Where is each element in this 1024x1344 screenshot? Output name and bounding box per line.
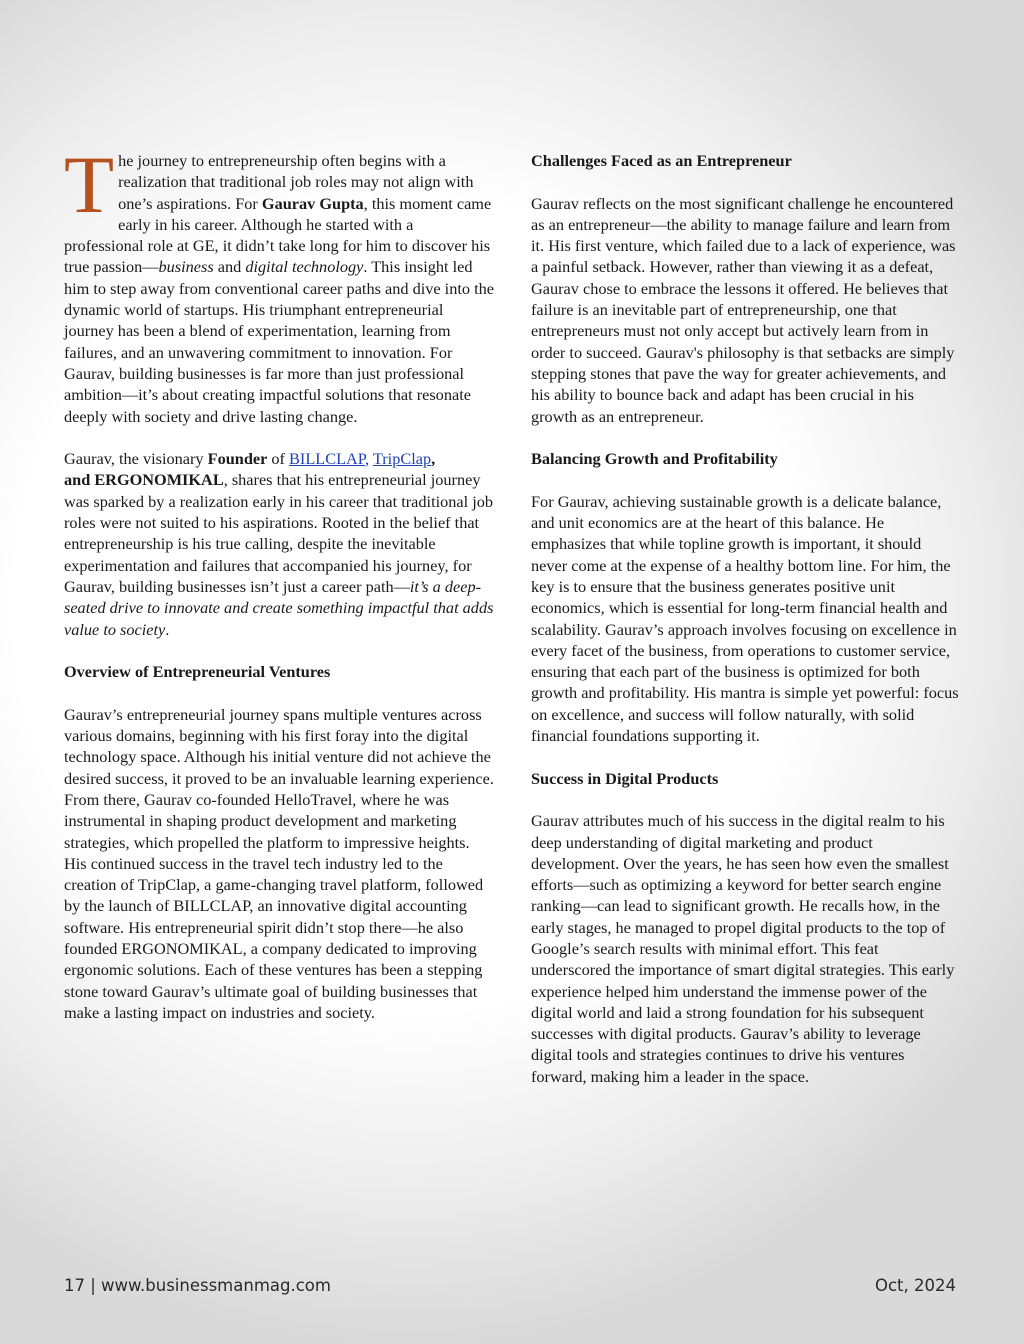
billclap-link[interactable]: BILLCLAP (289, 449, 366, 469)
person-name: Gaurav Gupta (261, 193, 364, 213)
of-text: of (267, 449, 290, 469)
founder-quote: it’s a deep-seated drive to innovate and create something impactful that adds value to society (64, 576, 494, 639)
conjunction-text: and (213, 257, 246, 277)
company-comma: , (431, 449, 436, 469)
ergonomikal-name: and ERGONOMIKAL (64, 470, 224, 490)
intro-paragraph (64, 139, 494, 427)
right-column (531, 150, 961, 1108)
founder-paragraph (64, 448, 494, 640)
ventures-paragraph: Gaurav’s entrepreneurial journey spans multiple ventures across various domains, beginning with his first foray into the digital technology space. Although his initial venture did not achieve the desired success, it proved to be an invaluable learning experience. From there, Gaurav co-founded HelloTravel, where he was instrumental in shaping product development and marketing strategies, which propelled the platform to impressive heights. His continued success in the travel tech industry led to the creation of TripClap, a game-changing travel platform, followed by the launch of BILLCLAP, an innovative digital accounting software. His entrepreneurial spirit didn’t stop there—he also founded ERGONOMIKAL, a company dedicated to improving ergonomic solutions. Each of these ventures has been a stepping stone toward Gaurav’s ultimate goal of building businesses that make a lasting impact on industries and society. (64, 704, 494, 1022)
billclap-link-comma[interactable]: , (365, 449, 370, 469)
founder-label: Founder (207, 449, 268, 469)
challenges-paragraph: Gaurav reflects on the most significant challenge he encountered as an entrepreneur—the ability to manage failure and learn from it. His first venture, which failed due to a lack of experience, was a painful setback. However, rather than viewing it as a defeat, Gaurav chose to embrace the lessons it offered. He believes that failure is an inevitable part of entrepreneurship, one that entrepreneurs must not only accept but actively learn from in order to succeed. Gaurav's philosophy is that setbacks are simply stepping stones that pave the way for greater achievements, and his ability to bounce back and adapt has been crucial in his growth as an entrepreneur. (531, 193, 956, 426)
section-heading-challenges: Challenges Faced as an Entrepreneur (531, 151, 792, 170)
tripclap-link[interactable]: TripClap (372, 449, 432, 469)
digital-paragraph: Gaurav attributes much of his success in the digital realm to his deep understanding of digital marketing and product development. Over the years, he has seen how even the smallest efforts—such as optimizing a keyword for better search engine ranking—can lead to significant growth. He recalls how, in the early stages, he managed to propel digital products to the top of Google’s search results with minimal effort. This feat underscored the importance of smart digital strategies. This early experience helped him understand the immense power of the digital world and laid a strong foundation for his subsequent successes with digital products. Gaurav’s ability to leverage digital tools and strategies continues to drive his ventures forward, making him a leader in the space. (531, 811, 955, 1086)
section-heading-ventures: Overview of Entrepreneurial Ventures (64, 662, 331, 682)
growth-paragraph: For Gaurav, achieving sustainable growth is a delicate balance, and unit economics are at the heart of this balance. He emphasizes that while topline growth is important, it should never come at the expense of a healthy bottom line. For him, the key is to ensure that the business generates positive unit economics, which is essential for long-term financial health and scalability. Gaurav’s approach involves focusing on excellence in every facet of the business, from operations to customer service, ensuring that each part of the business is optimized for both growth and profitability. His mantra is simple yet powerful: focus on excellence, and success will follow naturally, with solid financial foundations supporting it. (531, 491, 959, 746)
period-text: . (165, 619, 170, 639)
emphasis-digital: digital technology (245, 257, 364, 277)
left-column (64, 139, 494, 1044)
footer-page-url: 17 | www.businessmanmag.com (64, 1276, 331, 1295)
founder-text-2: , shares that his entrepreneurial journey was sparked by a realization early in his career that traditional job roles were not suited to his aspirations. Rooted in the belief that entrepreneurship is his true calling, despite the inevitable experimentation and failures that accompanied his journey, for Gaurav, building businesses isn’t just a career path— (64, 470, 494, 596)
intro-text-2: , this moment came early in his career. Although he started with a professional role at GE, it didn’t take long for him to discover his true passion— (64, 193, 492, 277)
intro-text: he journey to entrepreneurship often begins with a realization that traditional job roles may not align with one’s aspirations. For (118, 151, 474, 213)
section-heading-growth: Balancing Growth and Profitability (531, 449, 778, 469)
drop-cap: T (64, 139, 115, 230)
footer-date: Oct, 2024 (874, 1276, 956, 1295)
section-heading-digital: Success in Digital Products (531, 768, 719, 788)
emphasis-business: business (158, 257, 214, 277)
founder-text: Gaurav, the visionary (64, 449, 208, 469)
intro-text-3: . This insight led him to step away from conventional career paths and dive into the dynamic world of startups. His triumphant entrepreneurial journey has been a blend of experimentation, learning from failures, and an unwavering commitment to innovation. For Gaurav, building businesses is far more than just professional ambition—it’s about creating impactful solutions that resonate deeply with society and drive lasting change. (64, 257, 494, 426)
